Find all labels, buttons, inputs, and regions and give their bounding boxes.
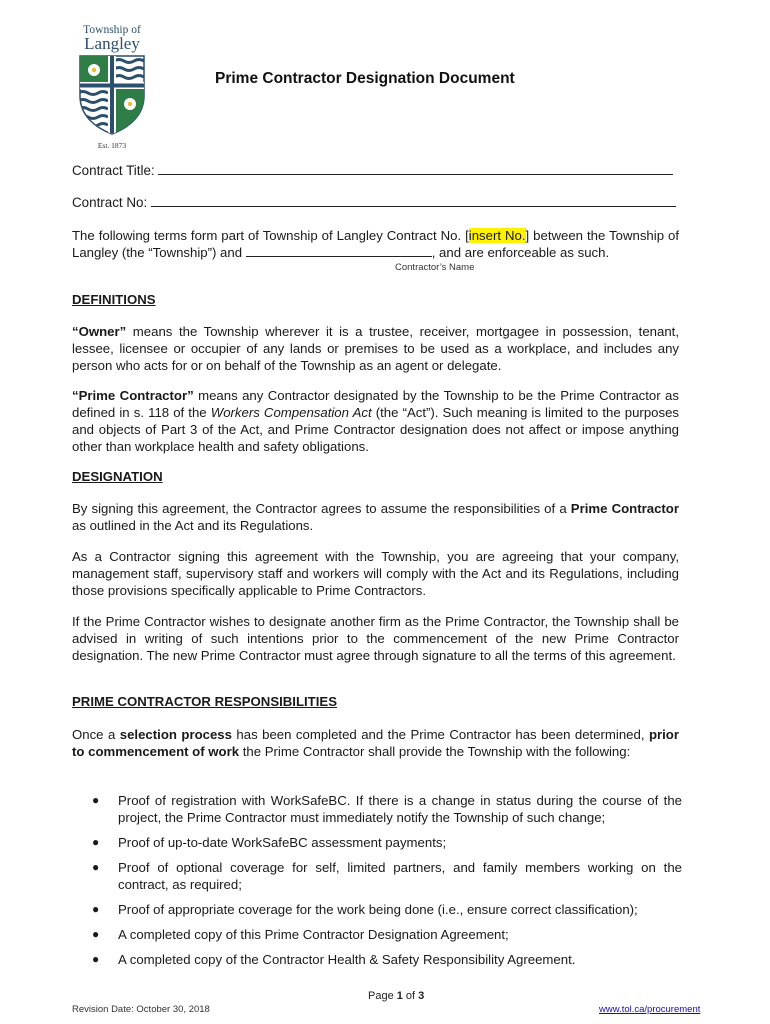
resp-text-start: Once a [72,727,120,742]
list-item-text: A completed copy of this Prime Contractor Designation Agreement; [118,927,509,942]
contract-no-field[interactable] [72,195,679,210]
revision-date: Revision Date: October 30, 2018 [72,1004,210,1015]
designation-paragraph-3: If the Prime Contractor wishes to designate another firm as the Prime Contractor, the Township shall be advised in writing of such intentions prior to the commencement of the new Prime Contractor designation. The new Prime Contractor must agree through signature to all the terms of this agreement. [72,614,679,663]
responsibilities-intro [72,726,679,760]
page-total: 3 [418,990,425,1002]
bullet-icon: ● [92,927,100,941]
list-item-text: Proof of optional coverage for self, limited partners, and family members working on the contract, as required; [118,860,682,892]
page-of: of [402,990,419,1002]
contract-no-label: Contract No: [72,195,148,210]
logo-est-year: Est. 1873 [97,141,127,150]
designation-p1-bold: Prime Contractor [570,501,679,516]
logo-township-of: Township of [83,24,141,36]
page-number [368,990,424,1002]
page-prefix: Page [368,990,397,1002]
owner-text: means the Township wherever it is a trustee, receiver, mortgagee in possession, tenant, lessee, licensee or occupier of any lands or premises to be used as a workplace, and includes any person who acts for or on behalf of the Township as an agent or delegate. [72,324,679,373]
list-item [92,834,682,851]
bullet-icon: ● [92,952,100,966]
intro-text-2: ] between the Township of Langley (the “Township”) and [72,228,679,260]
designation-p1-text: By signing this agreement, the Contractor agrees to assume the responsibilities of a [72,501,571,516]
list-item-text: Proof of up-to-date WorkSafeBC assessment payments; [118,835,447,850]
resp-text-mid: has been completed and the Prime Contractor has been determined, [231,727,649,742]
contract-title-blank[interactable] [158,174,673,175]
logo-langley: Langley [84,34,140,53]
bullet-icon: ● [92,902,100,916]
crest-shield-icon [74,52,150,138]
resp-bold-prior: prior to commencement of work [72,727,679,759]
bullet-icon: ● [92,860,100,874]
intro-paragraph [72,227,679,261]
insert-number-highlight[interactable]: insert No. [468,228,526,243]
list-item-text: Proof of appropriate coverage for the work being done (i.e., ensure correct classification); [118,902,638,917]
bullet-icon: ● [92,835,100,849]
prime-text-2: (the “Act”). Such meaning is limited to the purposes and objects of Part 3 of the Act, and Prime Contractor designation does not affect or impose anything other than workplace health and safety obligations. [72,405,680,454]
designation-heading: DESIGNATION [72,469,163,484]
intro-text-1: The following terms form part of Township of Langley Contract No. [ [72,228,469,243]
list-item-text: A completed copy of the Contractor Health & Safety Responsibility Agreement. [118,952,576,967]
contractor-name-caption: Contractor’s Name [395,262,475,273]
intro-text-3: , and are enforceable as such. [431,245,610,260]
responsibilities-list [92,792,682,976]
workers-compensation-act: Workers Compensation Act [210,405,372,420]
contract-title-label: Contract Title: [72,163,155,178]
list-item [92,859,682,893]
list-item [92,951,682,968]
list-item [92,792,682,826]
procurement-link[interactable]: www.tol.ca/procurement [599,1004,701,1015]
definitions-heading: DEFINITIONS [72,292,156,307]
page-current: 1 [396,990,403,1002]
contract-title-field[interactable] [72,163,679,178]
contract-no-blank[interactable] [151,206,676,207]
designation-p1-tail: as outlined in the Act and its Regulations. [72,518,314,533]
responsibilities-heading: PRIME CONTRACTOR RESPONSIBILITIES [72,694,337,709]
designation-paragraph-2: As a Contractor signing this agreement with the Township, you are agreeing that your company, management staff, supervisory staff and workers will comply with the Act and its Regulations, including those provisions specifically applicable to Prime Contractors. [72,549,679,598]
list-item [92,901,682,918]
prime-contractor-term: “Prime Contractor” [72,388,194,403]
designation-paragraph-1 [72,500,679,534]
owner-definition [72,323,679,374]
contractor-name-blank[interactable] [246,244,432,257]
prime-text-1: means any Contractor designated by the Township to be the Prime Contractor as defined in s. 118 of the [72,388,679,420]
document-title: Prime Contractor Designation Document [215,70,515,87]
prime-contractor-definition [72,387,679,455]
bullet-icon: ● [92,793,100,807]
resp-bold-selection: selection process [119,727,232,742]
resp-text-end: the Prime Contractor shall provide the Township with the following: [239,744,631,759]
list-item-text: Proof of registration with WorkSafeBC. If there is a change in status during the course of the project, the Prime Contractor must immediately notify the Township of such change; [118,793,682,825]
township-logo [74,24,150,152]
list-item [92,926,682,943]
owner-term: “Owner” [72,324,127,339]
